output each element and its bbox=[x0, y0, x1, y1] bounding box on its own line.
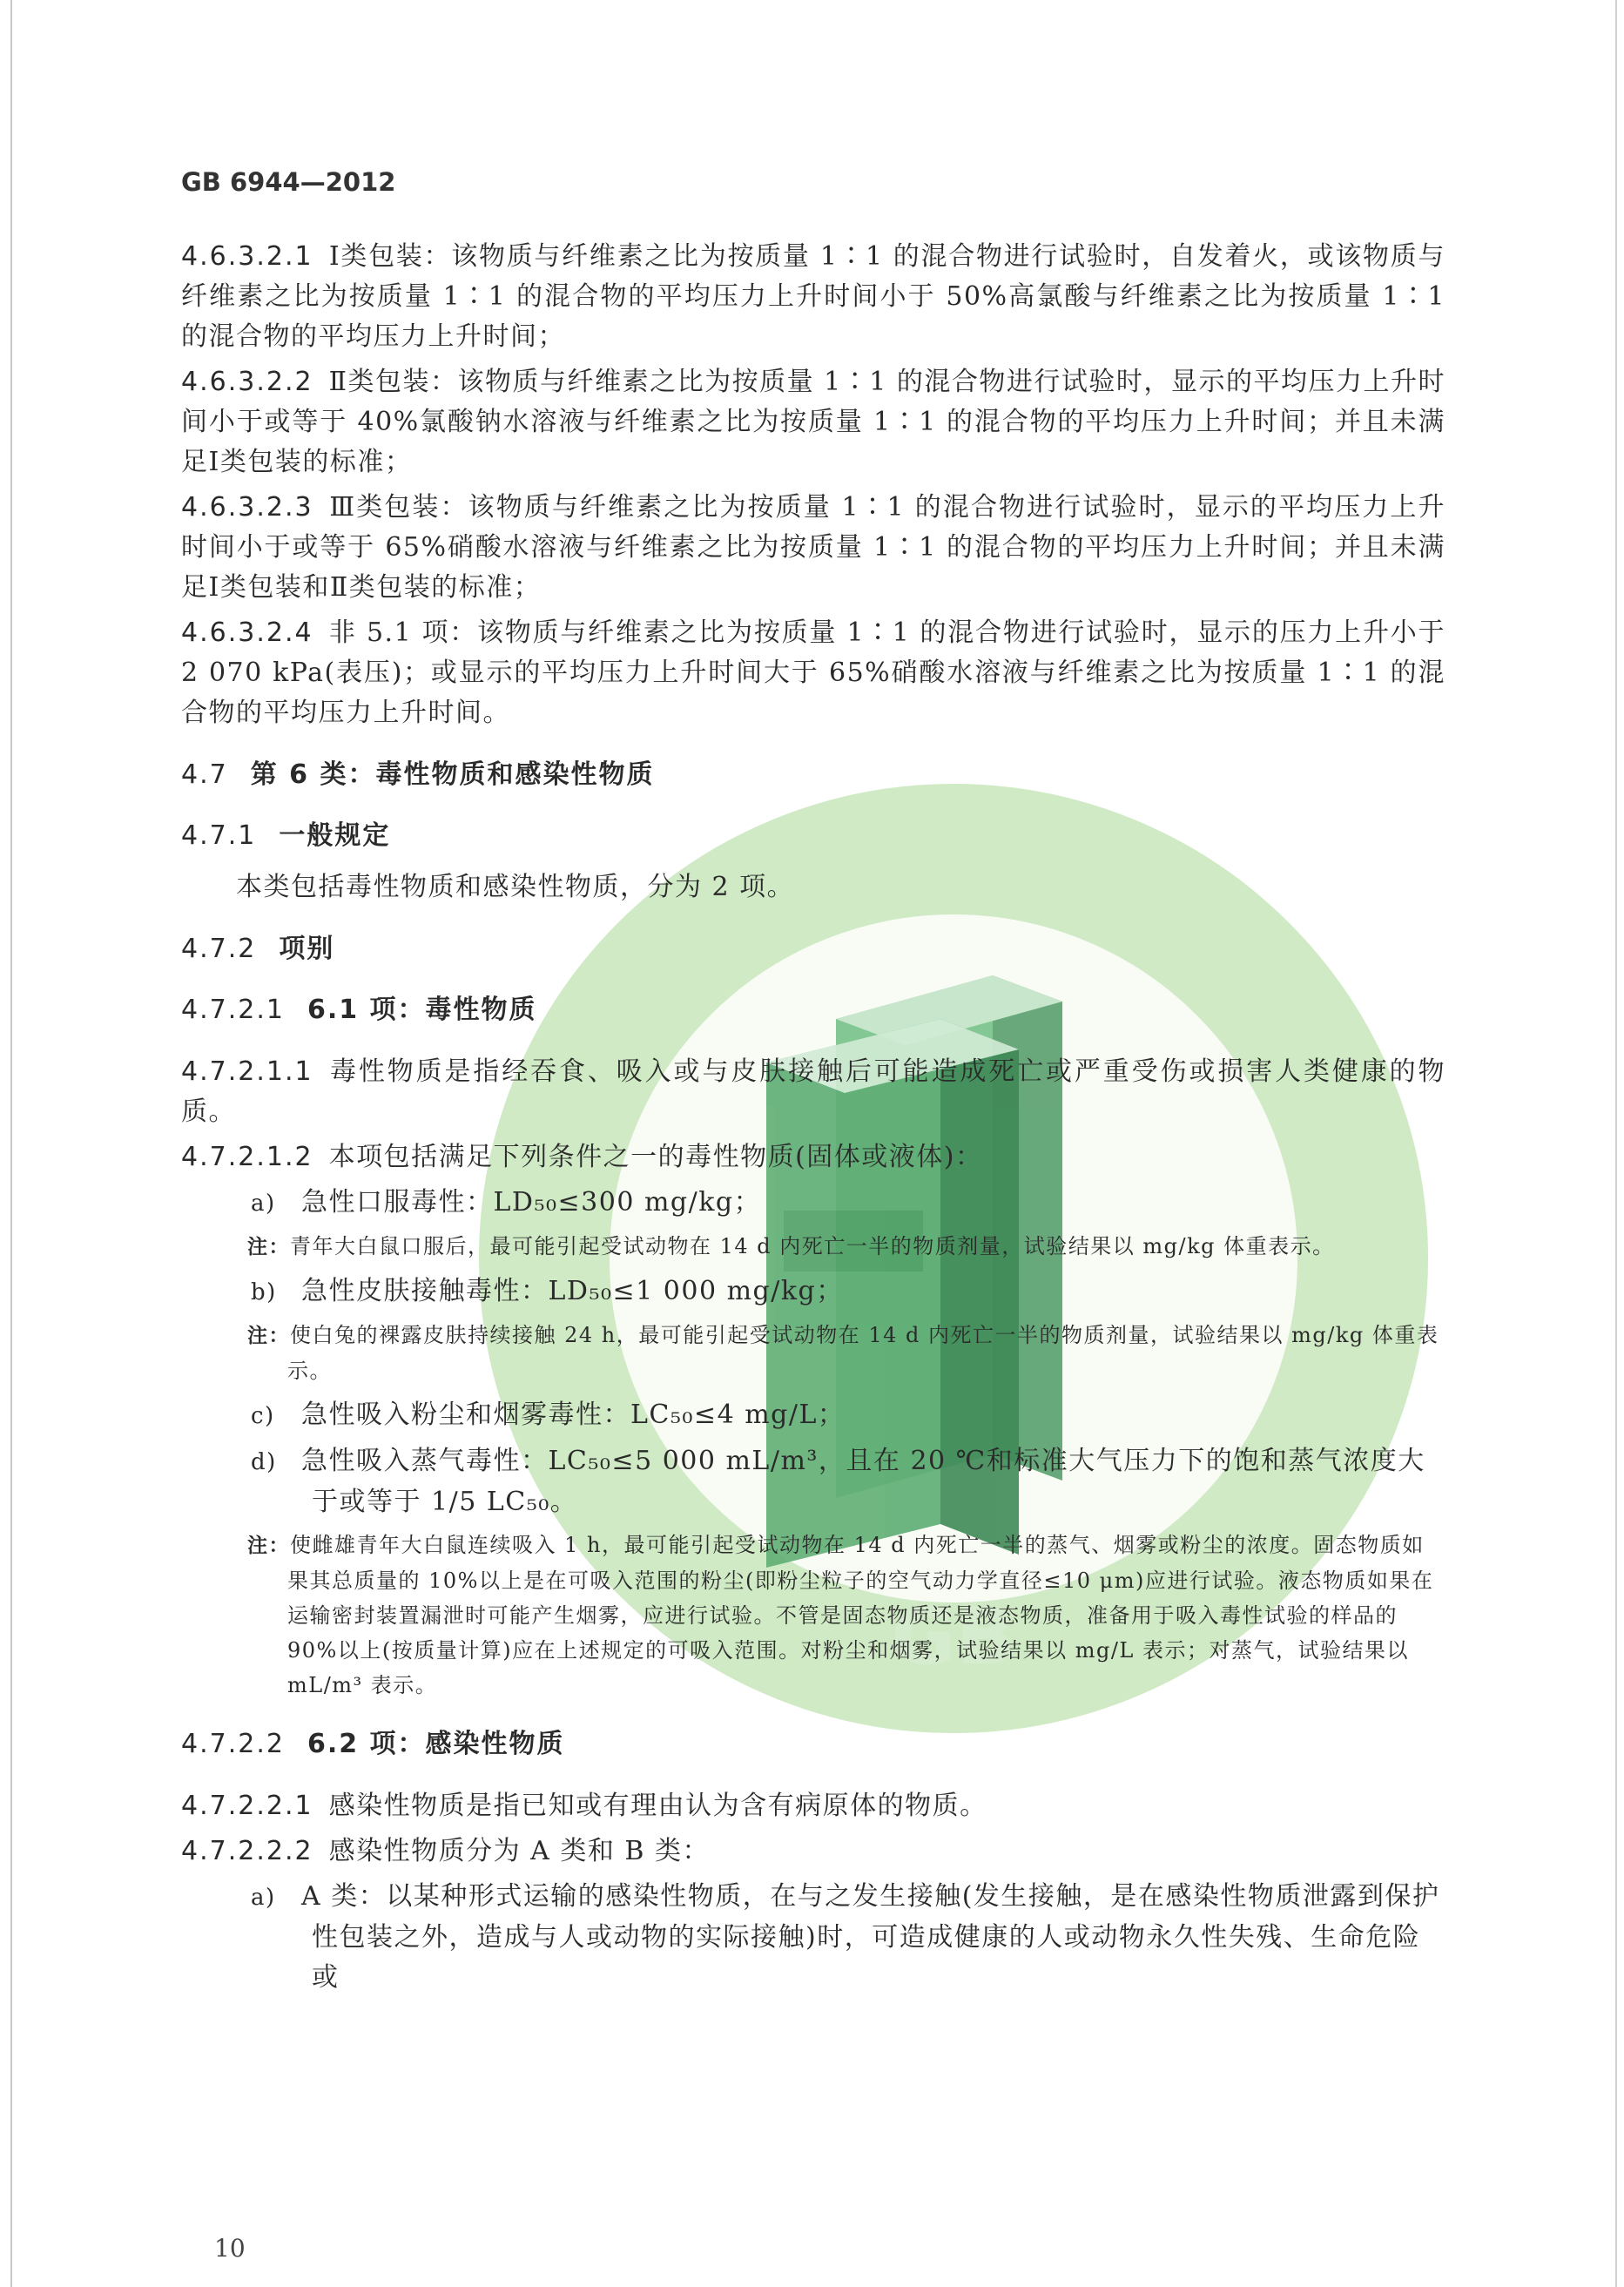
clause-text: 本项包括满足下列条件之一的毒性物质(固体或液体)： bbox=[328, 1142, 983, 1172]
list-item-b bbox=[181, 1272, 1445, 1312]
section-title: 第 6 类：毒性物质和感染性物质 bbox=[250, 759, 655, 790]
section-title: 一般规定 bbox=[279, 820, 391, 851]
section-number: 4.7.1 bbox=[181, 820, 257, 851]
page-border-right bbox=[1615, 0, 1617, 2287]
standard-code-header: GB 6944—2012 bbox=[181, 167, 396, 197]
clause-text: 感染性物质是指已知或有理由认为含有病原体的物质。 bbox=[328, 1791, 987, 1821]
note-a bbox=[181, 1229, 1445, 1265]
note-d bbox=[181, 1528, 1445, 1703]
item-label: c) bbox=[251, 1403, 275, 1429]
section-number: 4.7.2.2 bbox=[181, 1729, 285, 1759]
clause-number: 4.6.3.2.4 bbox=[181, 617, 313, 648]
clause-text: 感染性物质分为 A 类和 B 类： bbox=[328, 1836, 710, 1866]
document-body bbox=[181, 237, 1445, 2003]
item-text: 急性皮肤接触毒性：LD₅₀≤1 000 mg/kg； bbox=[301, 1276, 844, 1306]
item-text: 急性口服毒性：LD₅₀≤300 mg/kg； bbox=[301, 1187, 762, 1218]
note-text: 使雌雄青年大白鼠连续吸入 1 h，最可能引起受试动物在 14 d 内死亡一半的蒸气、烟雾或粉尘的浓度。固态物质如果其总质量的 10%以上是在可吸入范围的粉尘(即粉尘粒子的空气动力学直径≤10 μm)应进行试验。液态物质如果在运输密封装置漏泄时可能产生烟雾，应进行试验。不管是固态物质还是液态物质，准备用于吸入毒性试验的样品的 90%以上(按质量计算)应在上述规定的可吸入范围。对粉尘和烟雾，试验结果以 mg/L 表示；对蒸气，试验结果以 mL/m³ 表示。 bbox=[287, 1533, 1434, 1697]
clause-4-6-3-2-2 bbox=[181, 362, 1445, 482]
list-item-c bbox=[181, 1395, 1445, 1436]
section-number: 4.7.2.1 bbox=[181, 995, 285, 1025]
section-title: 项别 bbox=[279, 934, 335, 964]
section-title: 6.1 项：毒性物质 bbox=[307, 995, 537, 1025]
clause-4-6-3-2-1 bbox=[181, 237, 1445, 357]
note-text: 青年大白鼠口服后，最可能引起受试动物在 14 d 内死亡一半的物质剂量，试验结果以 mg/kg 体重表示。 bbox=[290, 1234, 1335, 1258]
section-heading-4-7-2-2 bbox=[181, 1725, 1445, 1764]
list-item-2a bbox=[181, 1877, 1445, 1998]
section-heading-4-7-2 bbox=[181, 930, 1445, 968]
section-heading-4-7-2-1 bbox=[181, 991, 1445, 1029]
item-label: a) bbox=[251, 1191, 276, 1217]
note-label: 注： bbox=[247, 1236, 290, 1258]
clause-4-7-2-1-1 bbox=[181, 1052, 1445, 1132]
clause-number: 4.7.2.2.1 bbox=[181, 1791, 313, 1821]
list-item-a bbox=[181, 1183, 1445, 1224]
clause-4-7-2-1-2 bbox=[181, 1137, 1445, 1177]
clause-text: Ⅲ类包装：该物质与纤维素之比为按质量 1∶1 的混合物进行试验时，显示的平均压力上升时间小于或等于 65%硝酸水溶液与纤维素之比为按质量 1∶1 的混合物的平均压力上升时间；并且未满足Ⅰ类包装和Ⅱ类包装的标准； bbox=[181, 492, 1445, 603]
section-number: 4.7 bbox=[181, 759, 228, 790]
section-number: 4.7.2 bbox=[181, 934, 257, 964]
note-b bbox=[181, 1318, 1445, 1388]
section-heading-4-7-1 bbox=[181, 817, 1445, 855]
seal-center-text: GB bbox=[891, 1591, 1016, 1683]
clause-text: Ⅰ类包装：该物质与纤维素之比为按质量 1∶1 的混合物进行试验时，自发着火，或该物质与纤维素之比为按质量 1∶1 的混合物的平均压力上升时间小于 50%高氯酸与纤维素之比为按质量 1∶1 的混合物的平均压力上升时间； bbox=[181, 241, 1445, 352]
clause-number: 4.6.3.2.2 bbox=[181, 367, 313, 397]
clause-text: Ⅱ类包装：该物质与纤维素之比为按质量 1∶1 的混合物进行试验时，显示的平均压力上升时间小于或等于 40%氯酸钠水溶液与纤维素之比为按质量 1∶1 的混合物的平均压力上升时间；并且未满足Ⅰ类包装的标准； bbox=[181, 367, 1445, 477]
clause-4-6-3-2-4 bbox=[181, 613, 1445, 733]
list-item-d bbox=[181, 1441, 1445, 1522]
clause-number: 4.6.3.2.1 bbox=[181, 241, 313, 272]
page-border-left bbox=[10, 0, 12, 2287]
item-label: a) bbox=[251, 1885, 276, 1911]
clause-text: 非 5.1 项：该物质与纤维素之比为按质量 1∶1 的混合物进行试验时，显示的压力上升小于 2 070 kPa(表压)；或显示的平均压力上升时间大于 65%硝酸水溶液与纤维素之比为按质量 1∶1 的混合物的平均压力上升时间。 bbox=[181, 617, 1445, 728]
clause-4-7-2-2-1 bbox=[181, 1786, 1445, 1826]
item-label: d) bbox=[251, 1449, 277, 1475]
note-text: 使白兔的裸露皮肤持续接触 24 h，最可能引起受试动物在 14 d 内死亡一半的物质剂量，试验结果以 mg/kg 体重表示。 bbox=[287, 1323, 1439, 1383]
section-title: 6.2 项：感染性物质 bbox=[307, 1729, 565, 1759]
note-label: 注： bbox=[247, 1535, 290, 1557]
clause-text: 毒性物质是指经吞食、吸入或与皮肤接触后可能造成死亡或严重受伤或损害人类健康的物质。 bbox=[181, 1056, 1445, 1127]
clause-number: 4.7.2.1.2 bbox=[181, 1142, 313, 1172]
clause-number: 4.7.2.2.2 bbox=[181, 1836, 313, 1866]
clause-4-7-2-2-2 bbox=[181, 1832, 1445, 1872]
item-label: b) bbox=[251, 1279, 277, 1305]
clause-number: 4.6.3.2.3 bbox=[181, 492, 313, 523]
section-heading-4-7 bbox=[181, 756, 1445, 794]
clause-4-6-3-2-3 bbox=[181, 488, 1445, 608]
item-text: A 类：以某种形式运输的感染性物质，在与之发生接触(发生接触，是在感染性物质泄露到保护性包装之外，造成与人或动物的实际接触)时，可造成健康的人或动物永久性失残、生命危险或 bbox=[301, 1881, 1440, 1993]
item-text: 急性吸入蒸气毒性：LC₅₀≤5 000 mL/m³，且在 20 ℃和标准大气压力下的饱和蒸气浓度大于或等于 1/5 LC₅₀。 bbox=[301, 1446, 1425, 1517]
clause-number: 4.7.2.1.1 bbox=[181, 1056, 313, 1087]
general-text: 本类包括毒性物质和感染性物质，分为 2 项。 bbox=[236, 872, 795, 902]
note-label: 注： bbox=[247, 1325, 290, 1347]
page-number: 10 bbox=[214, 2234, 246, 2263]
item-text: 急性吸入粉尘和烟雾毒性：LC₅₀≤4 mg/L； bbox=[301, 1400, 846, 1430]
